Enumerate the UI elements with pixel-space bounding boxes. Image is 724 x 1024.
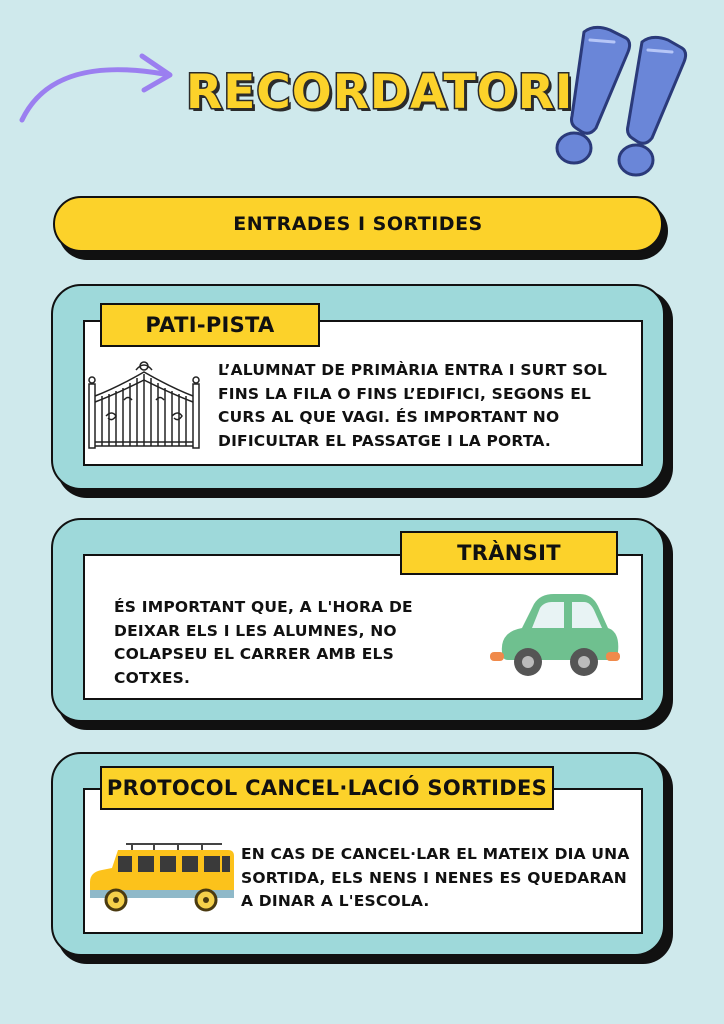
section-heading: TRÀNSIT [400,531,618,575]
section-heading: PROTOCOL CANCEL·LACIÓ SORTIDES [100,766,554,810]
section-text: EN CAS DE CANCEL·LAR EL MATEIX DIA UNA SORTIDA, ELS NENS I NENES ES QUEDARAN A DINAR A L'ESCOLA. [241,845,630,910]
car-icon [488,588,624,682]
exclamation-icon [550,20,700,185]
section-text: L’ALUMNAT DE PRIMÀRIA ENTRA I SURT SOL FINS LA FILA O FINS L’EDIFICI, SEGONS EL CURS AL QUE VAGI. ÉS IMPORTANT NO DIFICULTAR EL PASSATGE I LA PORTA. [218,361,608,450]
section-heading: PATI-PISTA [100,303,320,347]
section-text: ÉS IMPORTANT QUE, A L'HORA DE DEIXAR ELS I LES ALUMNES, NO COLAPSEU EL CARRER AMB ELS COTXES. [114,598,413,687]
page-title: RECORDATORI [186,65,574,120]
gate-icon [86,356,202,452]
arrow-icon [14,44,184,124]
section-banner: ENTRADES I SORTIDES [53,196,663,252]
bus-icon [88,838,236,914]
